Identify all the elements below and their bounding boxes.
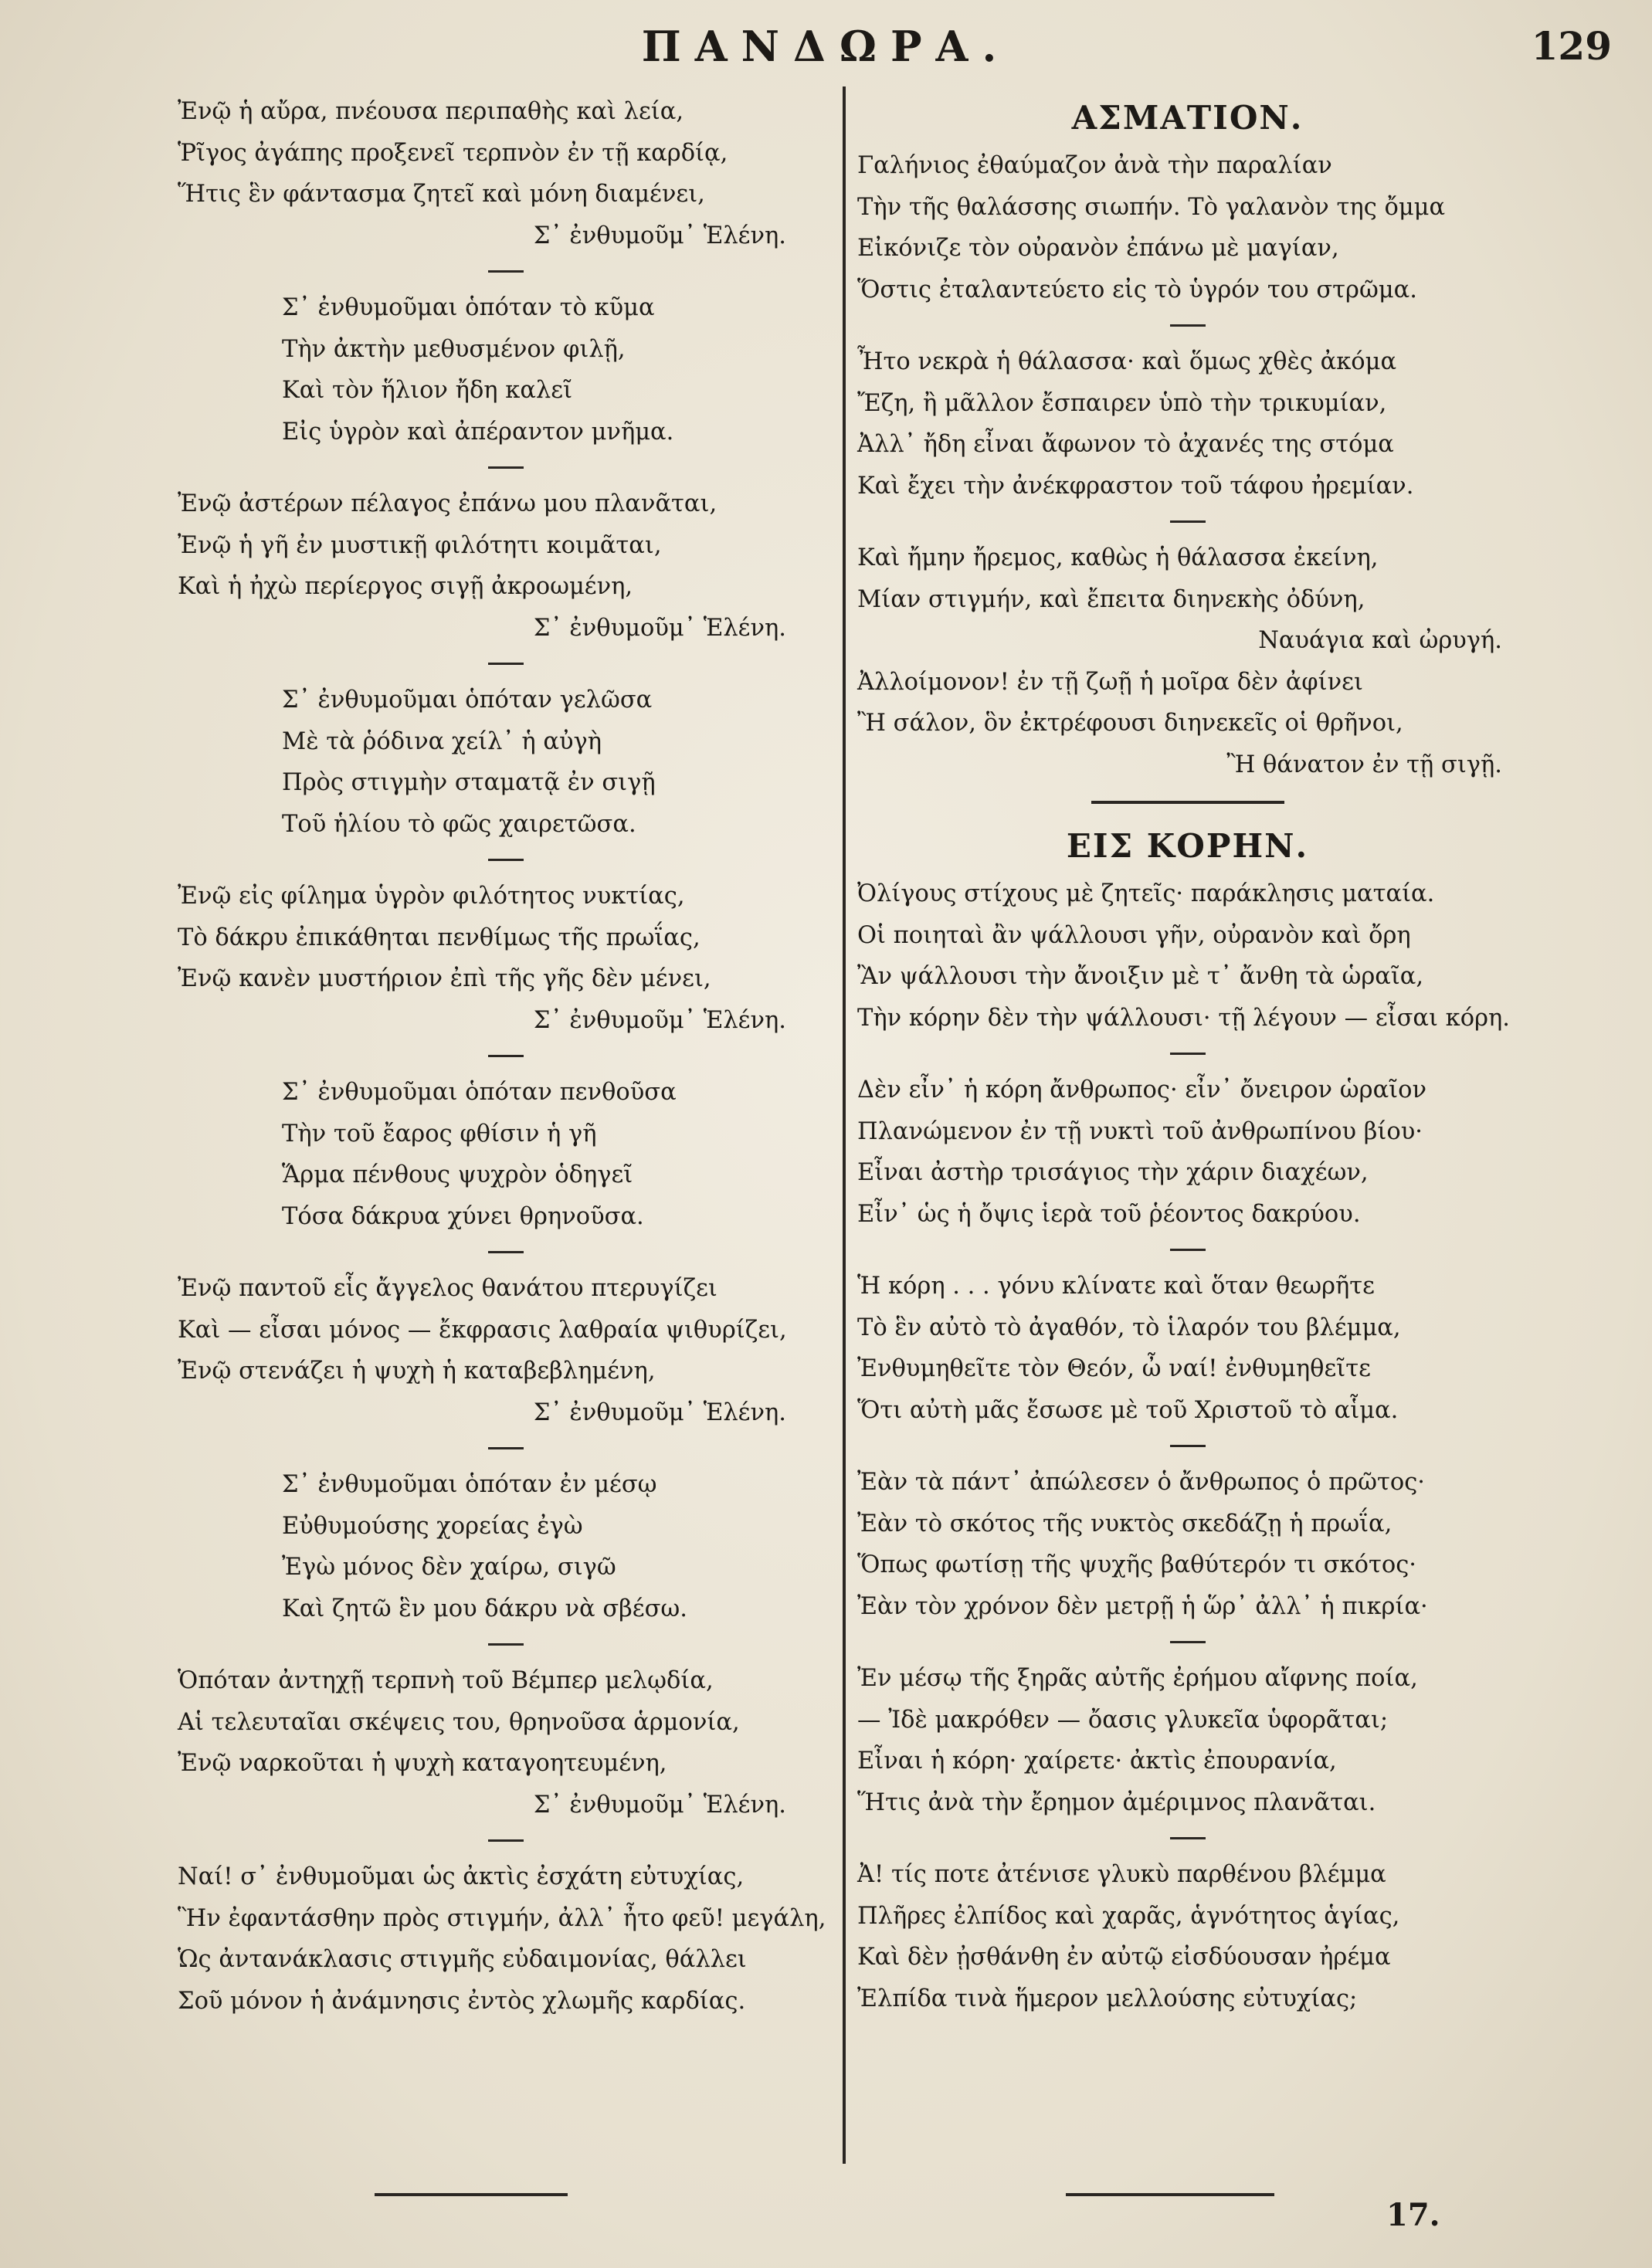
poem-line: Ἥτις ἀνὰ τὴν ἔρημον ἀμέριμνος πλανᾶται. xyxy=(857,1788,1376,1816)
poem-line: Ἐνῷ ἡ γῆ ἐν μυστικῇ φιλότητι κοιμᾶται, xyxy=(178,531,662,559)
poem-line: Σ᾽ ἐνθυμοῦμαι ὁπόταν τὸ κῦμα xyxy=(282,294,655,321)
poem-line: — Ἰδὲ μακρόθεν — ὄασις γλυκεῖα ὑφορᾶται; xyxy=(857,1706,1389,1734)
poem-line: Ἐνθυμηθεῖτε τὸν Θεόν, ὦ ναί! ἐνθυμηθεῖτε xyxy=(857,1355,1371,1382)
poem-line: Σ᾽ ἐνθυμοῦμαι ὁπόταν ἐν μέσῳ xyxy=(282,1471,657,1498)
poem-line: Πλῆρες ἐλπίδος καὶ χαρᾶς, ἁγνότητος ἁγίας, xyxy=(857,1902,1400,1930)
poem-line: Ἐὰν τὰ πάντ᾽ ἀπώλεσεν ὁ ἄνθρωπος ὁ πρῶτος· xyxy=(857,1469,1425,1496)
poem-line: Εἶν᾽ ὡς ἡ ὄψις ἱερὰ τοῦ ῥέοντος δακρύου. xyxy=(857,1200,1361,1228)
left-end-rule xyxy=(375,2193,568,2196)
column-divider xyxy=(843,86,846,2164)
poem-line: Ἢ σάλον, ὃν ἐκτρέφουσι διηνεκεῖς οἱ θρῆνοι, xyxy=(857,710,1403,737)
stanza-divider xyxy=(857,310,1518,341)
stanza-divider xyxy=(857,1235,1518,1266)
right-column xyxy=(857,91,1518,2019)
right-end-rule xyxy=(1066,2193,1274,2196)
poem-line: Δὲν εἶν᾽ ἡ κόρη ἄνθρωπος· εἶν᾽ ὄνειρον ὡραῖον xyxy=(857,1076,1427,1103)
poem-line: Τὸ ἓν αὐτὸ τὸ ἀγαθόν, τὸ ἱλαρόν του βλέμμα, xyxy=(857,1314,1401,1341)
poem-line: Ἐλπίδα τινὰ ἥμερον μελλούσης εὐτυχίας; xyxy=(857,1985,1358,2012)
poem-line: Αἱ τελευταῖαι σκέψεις του, θρηνοῦσα ἁρμονία, xyxy=(178,1708,740,1736)
poem-line: Καὶ τὸν ἥλιον ἤδη καλεῖ xyxy=(282,377,573,404)
poem-refrain: Σ᾽ ἐνθυμοῦμ᾽ Ἑλένη. xyxy=(533,1791,786,1819)
stanza-divider xyxy=(857,1431,1518,1462)
poem-line: Ἐγὼ μόνος δὲν χαίρω, σιγῶ xyxy=(282,1554,616,1581)
poem-line: Τὴν τοῦ ἔαρος φθίσιν ἡ γῆ xyxy=(282,1120,597,1148)
poem-refrain: Σ᾽ ἐνθυμοῦμ᾽ Ἑλένη. xyxy=(533,222,786,249)
poem-line: Ὅστις ἐταλαντεύετο εἰς τὸ ὑγρόν του στρῶμα. xyxy=(857,276,1417,303)
section-rule xyxy=(857,785,1518,819)
poem-line: Καὶ ἔχει τὴν ἀνέκφραστον τοῦ τάφου ἠρεμίαν. xyxy=(857,472,1414,500)
poem-refrain: Σ᾽ ἐνθυμοῦμ᾽ Ἑλένη. xyxy=(533,614,786,642)
poem-line: Ἀλλοίμονον! ἐν τῇ ζωῇ ἡ μοῖρα δὲν ἀφίνει xyxy=(857,668,1363,696)
stanza-divider xyxy=(178,845,834,876)
poem-title-eis-korin: ΕΙΣ ΚΟΡΗΝ. xyxy=(1066,827,1309,865)
poem-line: Ἐνῷ ἀστέρων πέλαγος ἐπάνω μου πλανᾶται, xyxy=(178,490,717,517)
poem-line: Ἂν ψάλλουσι τὴν ἄνοιξιν μὲ τ᾽ ἄνθη τὰ ὡραῖα, xyxy=(857,963,1424,990)
poem-line: Τὴν κόρην δὲν τὴν ψάλλουσι· τῇ λέγουν — εἶσαι κόρη. xyxy=(857,1004,1511,1032)
poem-line: Ἀ! τίς ποτε ἀτένισε γλυκὺ παρθένου βλέμμα xyxy=(857,1861,1386,1888)
poem-line: Ἥτις ἓν φάντασμα ζητεῖ καὶ μόνη διαμένει, xyxy=(178,181,705,208)
stanza-divider xyxy=(178,1629,834,1660)
poem-line: Τὸ δάκρυ ἐπικάθηται πενθίμως τῆς πρωΐας, xyxy=(178,924,700,951)
poem-line: Μὲ τὰ ῥόδινα χείλ᾽ ἡ αὐγὴ xyxy=(282,727,602,755)
signature-mark: 17. xyxy=(1386,2197,1440,2233)
stanza-divider xyxy=(178,256,834,287)
poem-line: Ναυάγια καὶ ὠρυγή. xyxy=(1258,627,1502,654)
poem-line: Ἔζη, ἢ μᾶλλον ἔσπαιρεν ὑπὸ τὴν τρικυμίαν, xyxy=(857,389,1387,417)
poem-line: Ἐὰν τὸ σκότος τῆς νυκτὸς σκεδάζῃ ἡ πρωΐα, xyxy=(857,1510,1392,1537)
poem-line: Ὁπόταν ἀντηχῇ τερπνὴ τοῦ Βέμπερ μελῳδία, xyxy=(178,1667,714,1694)
poem-line: Ἐν μέσῳ τῆς ξηρᾶς αὐτῆς ἐρήμου αἴφνης ποία, xyxy=(857,1665,1418,1692)
poem-line: Εἰς ὑγρὸν καὶ ἀπέραντον μνῆμα. xyxy=(282,418,674,446)
left-column xyxy=(178,91,834,2022)
stanza-divider xyxy=(178,1433,834,1464)
poem-line: Καὶ ἡ ἠχὼ περίεργος σιγῇ ἀκροωμένη, xyxy=(178,573,633,600)
poem-line: Ὡς ἀντανάκλασις στιγμῆς εὐδαιμονίας, θάλλει xyxy=(178,1946,747,1973)
poem-line: Ἐνῷ εἰς φίλημα ὑγρὸν φιλότητος νυκτίας, xyxy=(178,883,685,910)
stanza-divider xyxy=(857,1627,1518,1658)
poem-line: Καὶ δὲν ᾐσθάνθη ἐν αὐτῷ εἰσδύουσαν ἠρέμα xyxy=(857,1944,1391,1971)
stanza-divider xyxy=(857,1823,1518,1854)
poem-line: Ἀλλ᾽ ἤδη εἶναι ἄφωνον τὸ ἀχανές της στόμα xyxy=(857,431,1394,458)
poem-line: Ἣν ἐφαντάσθην πρὸς στιγμήν, ἀλλ᾽ ἦτο φεῦ! μεγάλη, xyxy=(178,1904,826,1932)
stanza-divider xyxy=(178,1826,834,1856)
page-header-title: ΠΑΝΔΩΡΑ. xyxy=(641,22,1011,71)
poem-line: Σ᾽ ἐνθυμοῦμαι ὁπόταν γελῶσα xyxy=(282,687,653,714)
poem-line: Ἐνῷ ναρκοῦται ἡ ψυχὴ καταγοητευμένη, xyxy=(178,1750,667,1777)
poem-refrain: Σ᾽ ἐνθυμοῦμ᾽ Ἑλένη. xyxy=(533,1398,786,1426)
poem-line: Ἐνῷ ἡ αὔρα, πνέουσα περιπαθὴς καὶ λεία, xyxy=(178,98,684,125)
poem-line: Ἅρμα πένθους ψυχρὸν ὁδηγεῖ xyxy=(282,1161,633,1188)
poem-line: Τοῦ ἡλίου τὸ φῶς χαιρετῶσα. xyxy=(282,810,636,838)
stanza-divider xyxy=(178,453,834,483)
poem-line: Ὅτι αὐτὴ μᾶς ἔσωσε μὲ τοῦ Χριστοῦ τὸ αἷμα. xyxy=(857,1396,1399,1424)
poem-line: Εἶναι ἡ κόρη· χαίρετε· ἀκτὶς ἐπουρανία, xyxy=(857,1748,1337,1775)
poem-line: Καὶ ζητῶ ἓν μου δάκρυ νὰ σβέσω. xyxy=(282,1595,687,1622)
poem-line: Ἢ θάνατον ἐν τῇ σιγῇ. xyxy=(1226,751,1502,778)
poem-line: Ῥῖγος ἀγάπης προξενεῖ τερπνὸν ἐν τῇ καρδίᾳ, xyxy=(178,139,728,167)
poem-line: Ναί! σ᾽ ἐνθυμοῦμαι ὡς ἀκτὶς ἐσχάτη εὐτυχίας, xyxy=(178,1863,745,1890)
poem-line: Ἐνῷ στενάζει ἡ ψυχὴ ἡ καταβεβλημένη, xyxy=(178,1358,656,1385)
poem-refrain: Σ᾽ ἐνθυμοῦμ᾽ Ἑλένη. xyxy=(533,1006,786,1034)
poem-line: Μίαν στιγμήν, καὶ ἔπειτα διηνεκὴς ὀδύνη, xyxy=(857,585,1365,613)
poem-line: Τὴν ἀκτὴν μεθυσμένον φιλῇ, xyxy=(282,335,626,363)
poem-line: Οἱ ποιηταὶ ἂν ψάλλουσι γῆν, οὐρανὸν καὶ ὄρη xyxy=(857,921,1411,949)
poem-line: Σοῦ μόνον ἡ ἀνάμνησις ἐντὸς χλωμῆς καρδίας. xyxy=(178,1987,746,2015)
poem-line: Τὴν τῆς θαλάσσης σιωπήν. Τὸ γαλανὸν της ὄμμα xyxy=(857,193,1446,221)
poem-line: Ἡ κόρη . . . γόνυ κλίνατε καὶ ὅταν θεωρῆτε xyxy=(857,1273,1375,1300)
poem-line: Ἐὰν τὸν χρόνον δὲν μετρῇ ἡ ὥρ᾽ ἀλλ᾽ ἡ πικρία· xyxy=(857,1592,1428,1620)
poem-line: Ὀλίγους στίχους μὲ ζητεῖς· παράκλησις ματαία. xyxy=(857,880,1435,907)
poem-line: Καὶ ἤμην ἤρεμος, καθὼς ἡ θάλασσα ἐκείνη, xyxy=(857,544,1379,571)
stanza-divider xyxy=(178,1041,834,1072)
stanza-divider xyxy=(178,649,834,680)
poem-line: Εἶναι ἀστὴρ τρισάγιος τὴν χάριν διαχέων, xyxy=(857,1159,1369,1186)
poem-title-asmation: ΑΣΜΑΤΙΟΝ. xyxy=(1071,99,1304,137)
poem-line: Ἦτο νεκρὰ ἡ θάλασσα· καὶ ὅμως χθὲς ἀκόμα xyxy=(857,348,1397,375)
poem-line: Εὐθυμούσης χορείας ἐγὼ xyxy=(282,1512,583,1540)
poem-line: Πλανώμενον ἐν τῇ νυκτὶ τοῦ ἀνθρωπίνου βίου· xyxy=(857,1117,1423,1145)
poem-line: Καὶ — εἶσαι μόνος — ἔκφρασις λαθραία ψιθυρίζει, xyxy=(178,1316,787,1344)
poem-line: Ὅπως φωτίσῃ τῆς ψυχῆς βαθύτερόν τι σκότος· xyxy=(857,1551,1416,1578)
poem-line: Τόσα δάκρυα χύνει θρηνοῦσα. xyxy=(282,1202,644,1230)
poem-line: Πρὸς στιγμὴν σταματᾷ ἐν σιγῇ xyxy=(282,769,656,796)
poem-line: Σ᾽ ἐνθυμοῦμαι ὁπόταν πενθοῦσα xyxy=(282,1079,677,1106)
poem-line: Εἰκόνιζε τὸν οὐρανὸν ἐπάνω μὲ μαγίαν, xyxy=(857,235,1339,262)
stanza-divider xyxy=(178,1237,834,1268)
stanza-divider xyxy=(857,1039,1518,1070)
poem-line: Γαλήνιος ἐθαύμαζον ἀνὰ τὴν παραλίαν xyxy=(857,152,1332,179)
poem-line: Ἐνῷ παντοῦ εἷς ἄγγελος θανάτου πτερυγίζει xyxy=(178,1275,717,1302)
poem-line: Ἐνῷ κανὲν μυστήριον ἐπὶ τῆς γῆς δὲν μένει, xyxy=(178,965,711,992)
stanza-divider xyxy=(857,507,1518,537)
page-number: 129 xyxy=(1531,23,1612,69)
